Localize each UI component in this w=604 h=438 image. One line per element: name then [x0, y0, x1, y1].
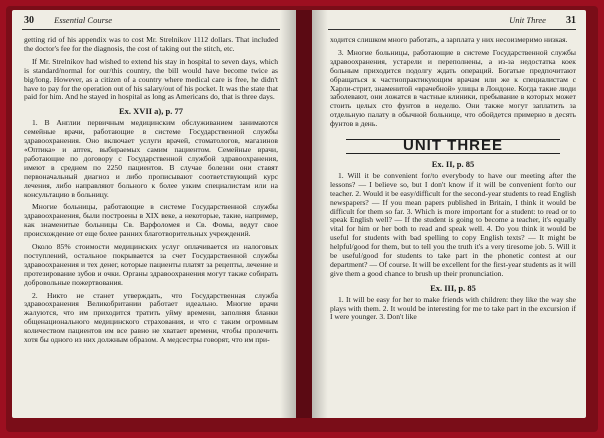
- paragraph: ходится слишком много работать, а зарплата у них несоизмеримо низкая.: [330, 35, 568, 44]
- paragraph: Многие больницы, работающие в системе Государственной службы здравоохранения, были построены в XIX веке, а некоторые, такие, например, как знаменитые больницы Св. Варфоломея и Св. Фомы, ведут свое происхождение от еще более ранних благотворительных учреждений.: [24, 202, 278, 239]
- right-page-body: [330, 36, 576, 326]
- left-page-body: [24, 36, 278, 349]
- header-rule: [22, 29, 280, 30]
- unit-title: UNIT THREE: [346, 139, 560, 154]
- book-spine: [296, 10, 312, 418]
- paragraph: 1. Will it be convenient for/to everybody to have our meeting after the lessons? — I believe so, but I don't know if it will be convenient for/to our teacher. 2. Would it be easy/difficult for the second-year students to read English newspapers? — If you mean papers published in Britain, I think it would be difficult for them so far. 3. Which is more important for a student: to read or to speak English well? — If the student is going to become a teacher, it's equally vital for him or her both to read and speak well. 4. Do you think it would be useful for students with bad spelling to copy English texts? — It might be helpful/good for them, but to tell you the truth it's a very tiresome job. 5. Will it be useful/good for students to take part in the phonetic contest at our department? — Of course. It will be excellent for the first-year students as it will give them a good chance to brush up their pronunciation.: [330, 170, 576, 278]
- page-number: 30: [24, 15, 34, 26]
- right-page-header: [328, 15, 576, 26]
- paragraph: 1. It will be easy for her to make friends with children: they like the way she plays with them. 2. It would be interesting for me to take part in the excursion if I were younger. 3. Don't like: [330, 294, 576, 322]
- header-rule: [328, 29, 576, 30]
- paragraph: 3. Многие больницы, работающие в системе Государственной службы здравоохранения, устарели и переполнены, а из-за недостатка коек больным приходится подолгу ждать операций. Богатые предпочитают обращаться к частнопрактикующим врачам или же к специалистам с Харли-стрит, знаменитой «врачебной» улицы в Лондоне. Когда такие люди заболевают, они ложатся в частные клиники, пребывание в которых может стоить целых сто фунтов в неделю. Они также могут заплатить за отдельную палату в обычной больнице, что обойдется примерно в десять фунтов в день.: [330, 47, 576, 129]
- paragraph: Около 85% стоимости медицинских услуг оплачивается из налоговых поступлений, остальное покрывается за счет Государственной службы здравоохранения и тех денег, которые пациенты платят за рецепты, лечение и протезирование зубов и очки. Органы здравоохранения могут также собирать добровольные пожертвования.: [24, 242, 278, 287]
- page-number: 31: [566, 15, 576, 26]
- left-page-header: [24, 15, 280, 26]
- exercise-heading: Ex. III, p. 85: [430, 282, 476, 293]
- running-head: Unit Three: [509, 15, 546, 25]
- paragraph: 2. Никто не станет утверждать, что Государственная служба здравоохранения Великобритании работает идеально. Многие врачи жалуются, что им приходится тратить уйму времени, заполняя бланки общенационального медицинского страхования, и что с таким огромным количеством пациентов им все равно не хватает времени, чтобы пролечить хотя бы одного из них должным образом. А медсестры говорят, что им при-: [24, 290, 278, 345]
- running-head: Essential Course: [54, 15, 112, 25]
- exercise-heading: Ex. XVII a), p. 77: [119, 106, 183, 117]
- paragraph: getting rid of his appendix was to cost Mr. Strelnikov 1112 dollars. That included the doctor's fee for the diagnosis, the cost of taking out the stitch, etc.: [24, 35, 278, 53]
- exercise-heading: Ex. II, p. 85: [431, 158, 475, 169]
- right-page: [312, 10, 586, 418]
- paragraph: If Mr. Strelnikov had wished to extend his stay in hospital to seven days, which is standard/normal for our/this country, the bill would have become twice as big/long. However, as a citizen of a country where medical care is free, he didn't have to pay for the operation out of his salary/out of his pocket. It was the state that paid for him. And he stayed in hospital as long as Americans do, that is three days.: [24, 56, 278, 102]
- paragraph: 1. В Англии первичным медицинским обслуживанием занимаются семейные врачи, работающие в системе Государственной службы здравоохранения. Оно включает услуги врачей, стоматологов, магазинов «Оптика» и аптек, выбираемых самим пациентом. Семейные врачи, работающие по договору с Государственной службой здравоохранения, имеют в среднем по 2250 пациентов. В случае болезни они ставят первоначальный диагноз и либо прописывают соответствующий курс лечения, либо направляют больного к более узким специалистам или на консультацию в больницу.: [24, 118, 278, 199]
- left-page: [12, 10, 296, 418]
